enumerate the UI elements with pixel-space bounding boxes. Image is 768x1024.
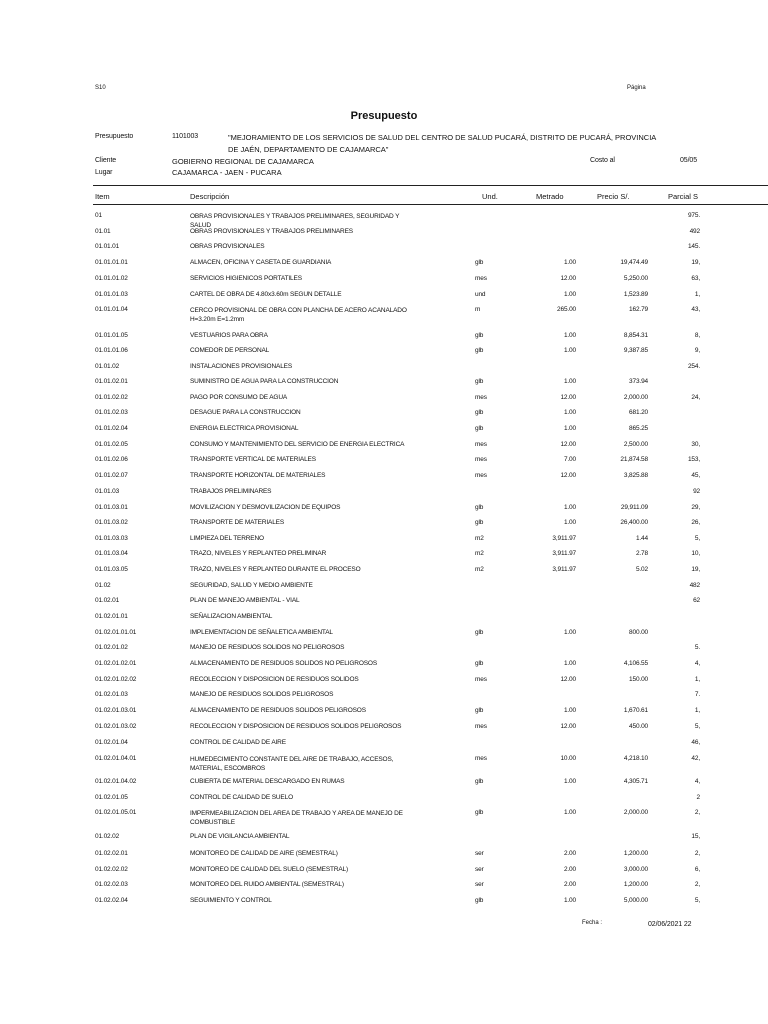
row-unit: glb: [475, 259, 484, 266]
row-metrado: 1.00: [563, 378, 576, 385]
row-item: 01.01: [95, 228, 111, 235]
row-precio: 800.00: [629, 629, 648, 636]
row-item: 01.01.03.02: [95, 519, 128, 526]
row-item: 01.01.03.01: [95, 504, 128, 511]
row-parcial: 42,: [691, 755, 700, 762]
row-unit: m2: [475, 535, 484, 542]
row-parcial: 9,: [694, 347, 700, 354]
row-item: 01.01.01.05: [95, 332, 128, 339]
row-precio: 681.20: [629, 409, 648, 416]
row-description: SUMINISTRO DE AGUA PARA LA CONSTRUCCION: [190, 378, 339, 385]
row-item: 01.01.01.04: [95, 306, 128, 313]
row-item: 01.01.03.04: [95, 550, 128, 557]
row-parcial: 29,: [691, 504, 700, 511]
row-precio: 1,523.89: [623, 291, 648, 298]
row-parcial: 145.: [687, 243, 700, 250]
row-description: COMEDOR DE PERSONAL: [190, 347, 270, 354]
row-unit: glb: [475, 347, 484, 354]
cliente-value: GOBIERNO REGIONAL DE CAJAMARCA: [172, 157, 314, 166]
row-precio: 4,106.55: [623, 660, 648, 667]
row-parcial: 1,: [694, 676, 700, 683]
row-precio: 29,911.09: [620, 504, 648, 511]
row-description: DESAGUE PARA LA CONSTRUCCION: [190, 409, 301, 416]
row-unit: glb: [475, 809, 484, 816]
row-precio: 150.00: [629, 676, 648, 683]
row-unit: mes: [475, 441, 487, 448]
row-description: TRABAJOS PRELIMINARES: [190, 488, 272, 495]
row-precio: 1,670.61: [623, 707, 648, 714]
row-metrado: 1.00: [563, 332, 576, 339]
row-precio: 5,000.00: [623, 897, 648, 904]
row-item: 01.02.02.02: [95, 866, 128, 873]
row-metrado: 12.00: [560, 723, 576, 730]
row-description: TRANSPORTE HORIZONTAL DE MATERIALES: [190, 472, 326, 479]
row-description: TRAZO, NIVELES Y REPLANTEO PRELIMINAR: [190, 550, 327, 557]
row-unit: glb: [475, 519, 484, 526]
row-item: 01.01.03.03: [95, 535, 128, 542]
row-metrado: 10.00: [560, 755, 576, 762]
row-item: 01.02.02: [95, 833, 120, 840]
row-item: 01.01.02.02: [95, 394, 128, 401]
row-parcial: 46,: [691, 739, 700, 746]
page-label: Página: [627, 85, 646, 91]
row-item: 01.02.01.01: [95, 613, 128, 620]
row-description: TRANSPORTE DE MATERIALES: [190, 519, 285, 526]
row-parcial: 975.: [687, 212, 700, 219]
row-description: IMPERMEABILIZACION DEL AREA DE TRABAJO Y AREA DE MANEJO DE COMBUSTIBLE: [190, 810, 403, 826]
row-metrado: 1.00: [563, 897, 576, 904]
row-unit: glb: [475, 332, 484, 339]
row-item: 01.02.01.01.01: [95, 629, 137, 636]
row-parcial: 10,: [691, 550, 700, 557]
col-descripcion: Descripción: [190, 192, 230, 201]
row-parcial: 5,: [694, 535, 700, 542]
row-item: 01.02.01.03: [95, 691, 128, 698]
row-parcial: 43,: [691, 306, 700, 313]
row-parcial: 24,: [691, 394, 700, 401]
row-description: CONSUMO Y MANTENIMIENTO DEL SERVICIO DE ENERGIA ELECTRICA: [190, 441, 405, 448]
row-unit: m: [475, 306, 481, 313]
row-metrado: 12.00: [560, 676, 576, 683]
row-item: 01: [95, 212, 102, 219]
row-unit: glb: [475, 378, 484, 385]
row-parcial: 19,: [691, 566, 700, 573]
row-metrado: 12.00: [560, 472, 576, 479]
row-unit: glb: [475, 425, 484, 432]
row-item: 01.02: [95, 582, 111, 589]
presupuesto-label: Presupuesto: [95, 133, 134, 140]
cliente-label: Cliente: [95, 157, 117, 164]
row-unit: und: [475, 291, 486, 298]
row-metrado: 1.00: [563, 778, 576, 785]
row-precio: 1,200.00: [623, 850, 648, 857]
fecha-label: Fecha :: [582, 920, 603, 926]
row-item: 01.02.01.03.01: [95, 707, 137, 714]
row-precio: 2,000.00: [623, 809, 648, 816]
row-description: IMPLEMENTACION DE SEÑALETICA AMBIENTAL: [190, 629, 333, 636]
row-metrado: 1.00: [563, 504, 576, 511]
row-description: CONTROL DE CALIDAD DE SUELO: [190, 794, 293, 801]
row-precio: 1,200.00: [623, 881, 648, 888]
row-parcial: 26,: [691, 519, 700, 526]
row-description: ALMACENAMIENTO DE RESIDUOS SOLIDOS NO PELIGROSOS: [190, 660, 378, 667]
row-parcial: 6,: [694, 866, 700, 873]
row-item: 01.01.02.03: [95, 409, 128, 416]
row-metrado: 1.00: [563, 629, 576, 636]
row-unit: mes: [475, 676, 487, 683]
row-precio: 4,305.71: [623, 778, 648, 785]
row-metrado: 3,911.97: [552, 550, 576, 557]
row-item: 01.01.01: [95, 243, 120, 250]
row-description: LIMPIEZA DEL TERRENO: [190, 535, 264, 542]
row-precio: 2,000.00: [623, 394, 648, 401]
row-item: 01.01.02.05: [95, 441, 128, 448]
row-precio: 19,474.49: [620, 259, 648, 266]
row-description: PLAN DE VIGILANCIA AMBIENTAL: [190, 833, 290, 840]
row-metrado: 1.00: [563, 347, 576, 354]
row-unit: mes: [475, 275, 487, 282]
row-description: OBRAS PROVISIONALES: [190, 243, 265, 250]
row-precio: 4,218.10: [623, 755, 648, 762]
row-description: SEGUIMIENTO Y CONTROL: [190, 897, 272, 904]
row-parcial: 2: [696, 794, 700, 801]
row-description: SERVICIOS HIGIENICOS PORTATILES: [190, 275, 302, 282]
row-precio: 865.25: [629, 425, 648, 432]
row-parcial: 5,: [694, 723, 700, 730]
row-item: 01.02.01.04.02: [95, 778, 137, 785]
row-description: PLAN DE MANEJO AMBIENTAL - VIAL: [190, 597, 300, 604]
row-item: 01.02.02.01: [95, 850, 128, 857]
row-precio: 21,874.58: [620, 456, 648, 463]
row-item: 01.02.01: [95, 597, 120, 604]
row-item: 01.02.01.03.02: [95, 723, 137, 730]
row-metrado: 12.00: [560, 441, 576, 448]
row-description: MOVILIZACION Y DESMOVILIZACION DE EQUIPOS: [190, 504, 341, 511]
row-description: MONITOREO DE CALIDAD DEL SUELO (SEMESTRAL): [190, 866, 349, 873]
row-unit: mes: [475, 755, 487, 762]
row-metrado: 1.00: [563, 707, 576, 714]
row-parcial: 153,: [687, 456, 700, 463]
row-description: SEÑALIZACION AMBIENTAL: [190, 613, 273, 620]
row-item: 01.01.01.02: [95, 275, 128, 282]
row-metrado: 2.00: [563, 850, 576, 857]
row-description: SEGURIDAD, SALUD Y MEDIO AMBIENTE: [190, 582, 313, 589]
row-description: TRANSPORTE VERTICAL DE MATERIALES: [190, 456, 316, 463]
row-description: OBRAS PROVISIONALES Y TRABAJOS PRELIMINARES, SEGURIDAD Y SALUD: [190, 213, 400, 229]
row-metrado: 7.00: [563, 456, 576, 463]
row-description: MANEJO DE RESIDUOS SOLIDOS PELIGROSOS: [190, 691, 334, 698]
row-description: CERCO PROVISIONAL DE OBRA CON PLANCHA DE ACERO ACANALADO H=3.20m E=1.2mm: [190, 307, 407, 323]
row-unit: glb: [475, 504, 484, 511]
row-parcial: 4,: [694, 660, 700, 667]
row-description: ALMACENAMIENTO DE RESIDUOS SOLIDOS PELIGROSOS: [190, 707, 366, 714]
row-parcial: 5,: [694, 897, 700, 904]
row-precio: 9,387.85: [623, 347, 648, 354]
row-metrado: 265.00: [557, 306, 576, 313]
row-item: 01.01.01.06: [95, 347, 128, 354]
row-description: OBRAS PROVISIONALES Y TRABAJOS PRELIMINARES: [190, 228, 353, 235]
row-item: 01.02.01.05: [95, 794, 128, 801]
row-unit: glb: [475, 707, 484, 714]
costo-label: Costo al: [590, 157, 615, 164]
row-precio: 162.79: [629, 306, 648, 313]
row-parcial: 62: [693, 597, 700, 604]
row-description: RECOLECCION Y DISPOSICION DE RESIDUOS SOLIDOS PELIGROSOS: [190, 723, 402, 730]
row-unit: mes: [475, 394, 487, 401]
row-item: 01.01.02.01: [95, 378, 128, 385]
row-unit: mes: [475, 723, 487, 730]
row-description: CONTROL DE CALIDAD DE AIRE: [190, 739, 286, 746]
row-description: INSTALACIONES PROVISIONALES: [190, 363, 293, 370]
row-metrado: 1.00: [563, 409, 576, 416]
s10-label: S10: [95, 85, 106, 91]
row-unit: ser: [475, 866, 484, 873]
row-description: CUBIERTA DE MATERIAL DESCARGADO EN RUMAS: [190, 778, 345, 785]
row-metrado: 1.00: [563, 425, 576, 432]
row-parcial: 63,: [691, 275, 700, 282]
row-description: HUMEDECIMIENTO CONSTANTE DEL AIRE DE TRABAJO, ACCESOS, MATERIAL, ESCOMBROS: [190, 756, 394, 772]
row-item: 01.02.01.02: [95, 644, 128, 651]
presupuesto-description: "MEJORAMIENTO DE LOS SERVICIOS DE SALUD DEL CENTRO DE SALUD PUCARÁ, DISTRITO DE PUCARÁ, PROVINCIA DE JAÉN, DEPARTAMENTO DE CAJAMARCA": [228, 133, 656, 154]
row-unit: mes: [475, 456, 487, 463]
presupuesto-code: 1101003: [172, 133, 199, 140]
row-description: RECOLECCION Y DISPOSICION DE RESIDUOS SOLIDOS: [190, 676, 359, 683]
col-item: Item: [95, 192, 110, 201]
col-precio: Precio S/.: [597, 192, 630, 201]
row-metrado: 3,911.97: [552, 566, 576, 573]
row-parcial: 92: [693, 488, 700, 495]
row-unit: glb: [475, 409, 484, 416]
col-parcial: Parcial S: [668, 192, 699, 201]
row-description: ENERGIA ELECTRICA PROVISIONAL: [190, 425, 299, 432]
row-description: VESTUARIOS PARA OBRA: [190, 332, 268, 339]
row-precio: 1.44: [635, 535, 648, 542]
costo-value: 05/05: [680, 157, 698, 164]
row-precio: 3,825.88: [623, 472, 648, 479]
row-item: 01.01.02.04: [95, 425, 128, 432]
row-parcial: 482: [689, 582, 700, 589]
row-precio: 5,250.00: [623, 275, 648, 282]
row-metrado: 1.00: [563, 660, 576, 667]
row-description: TRAZO, NIVELES Y REPLANTEO DURANTE EL PROCESO: [190, 566, 361, 573]
row-description: PAGO POR CONSUMO DE AGUA: [190, 394, 288, 401]
row-unit: mes: [475, 472, 487, 479]
row-parcial: 2,: [694, 850, 700, 857]
row-parcial: 492: [689, 228, 700, 235]
row-unit: glb: [475, 897, 484, 904]
row-unit: glb: [475, 660, 484, 667]
row-precio: 373.94: [629, 378, 648, 385]
row-unit: m2: [475, 566, 484, 573]
row-parcial: 4,: [694, 778, 700, 785]
row-metrado: 2.00: [563, 866, 576, 873]
col-und: Und.: [482, 192, 498, 201]
row-metrado: 3,911.97: [552, 535, 576, 542]
row-precio: 2,500.00: [623, 441, 648, 448]
row-parcial: 30,: [691, 441, 700, 448]
lugar-value: CAJAMARCA - JAEN - PUCARA: [172, 168, 282, 177]
row-unit: ser: [475, 850, 484, 857]
row-item: 01.01.02.06: [95, 456, 128, 463]
row-item: 01.02.01.05.01: [95, 809, 137, 816]
fecha-value: 02/06/2021 22: [648, 921, 692, 928]
row-item: 01.02.01.02.01: [95, 660, 137, 667]
row-description: MONITOREO DE CALIDAD DE AIRE (SEMESTRAL): [190, 850, 338, 857]
row-item: 01.01.02: [95, 363, 120, 370]
row-item: 01.01.03: [95, 488, 120, 495]
row-item: 01.02.02.04: [95, 897, 128, 904]
row-unit: glb: [475, 629, 484, 636]
row-metrado: 2.00: [563, 881, 576, 888]
lugar-label: Lugar: [95, 169, 113, 176]
row-metrado: 1.00: [563, 259, 576, 266]
row-metrado: 1.00: [563, 809, 576, 816]
row-item: 01.02.01.04: [95, 739, 128, 746]
row-description: MONITOREO DEL RUIDO AMBIENTAL (SEMESTRAL): [190, 881, 344, 888]
row-item: 01.01.02.07: [95, 472, 128, 479]
row-unit: ser: [475, 881, 484, 888]
row-item: 01.01.01.03: [95, 291, 128, 298]
row-item: 01.01.03.05: [95, 566, 128, 573]
row-parcial: 8,: [694, 332, 700, 339]
row-parcial: 45,: [691, 472, 700, 479]
row-item: 01.02.01.04.01: [95, 755, 137, 762]
row-item: 01.02.01.02.02: [95, 676, 137, 683]
row-description: ALMACEN, OFICINA Y CASETA DE GUARDIANIA: [190, 259, 332, 266]
row-parcial: 19,: [691, 259, 700, 266]
row-precio: 3,000.00: [623, 866, 648, 873]
row-precio: 2.78: [635, 550, 648, 557]
header-top-rule: [93, 185, 768, 186]
row-parcial: 15,: [691, 833, 700, 840]
row-unit: m2: [475, 550, 484, 557]
row-description: CARTEL DE OBRA DE 4.80x3.60m SEGUN DETALLE: [190, 291, 342, 298]
row-parcial: 5.: [694, 644, 700, 651]
row-parcial: 1,: [694, 291, 700, 298]
col-metrado: Metrado: [536, 192, 564, 201]
row-description: MANEJO DE RESIDUOS SOLIDOS NO PELIGROSOS: [190, 644, 345, 651]
row-parcial: 7.: [694, 691, 700, 698]
row-metrado: 12.00: [560, 275, 576, 282]
row-parcial: 2,: [694, 881, 700, 888]
row-metrado: 12.00: [560, 394, 576, 401]
row-parcial: 1,: [694, 707, 700, 714]
row-parcial: 2,: [694, 809, 700, 816]
page-title: Presupuesto: [350, 110, 418, 122]
row-parcial: 254.: [687, 363, 700, 370]
row-item: 01.02.02.03: [95, 881, 128, 888]
header-bottom-rule: [93, 204, 768, 205]
row-precio: 450.00: [629, 723, 648, 730]
row-precio: 8,854.31: [623, 332, 648, 339]
row-item: 01.01.01.01: [95, 259, 128, 266]
row-metrado: 1.00: [563, 291, 576, 298]
row-metrado: 1.00: [563, 519, 576, 526]
row-precio: 5.02: [635, 566, 648, 573]
row-unit: glb: [475, 778, 484, 785]
row-precio: 26,400.00: [620, 519, 648, 526]
